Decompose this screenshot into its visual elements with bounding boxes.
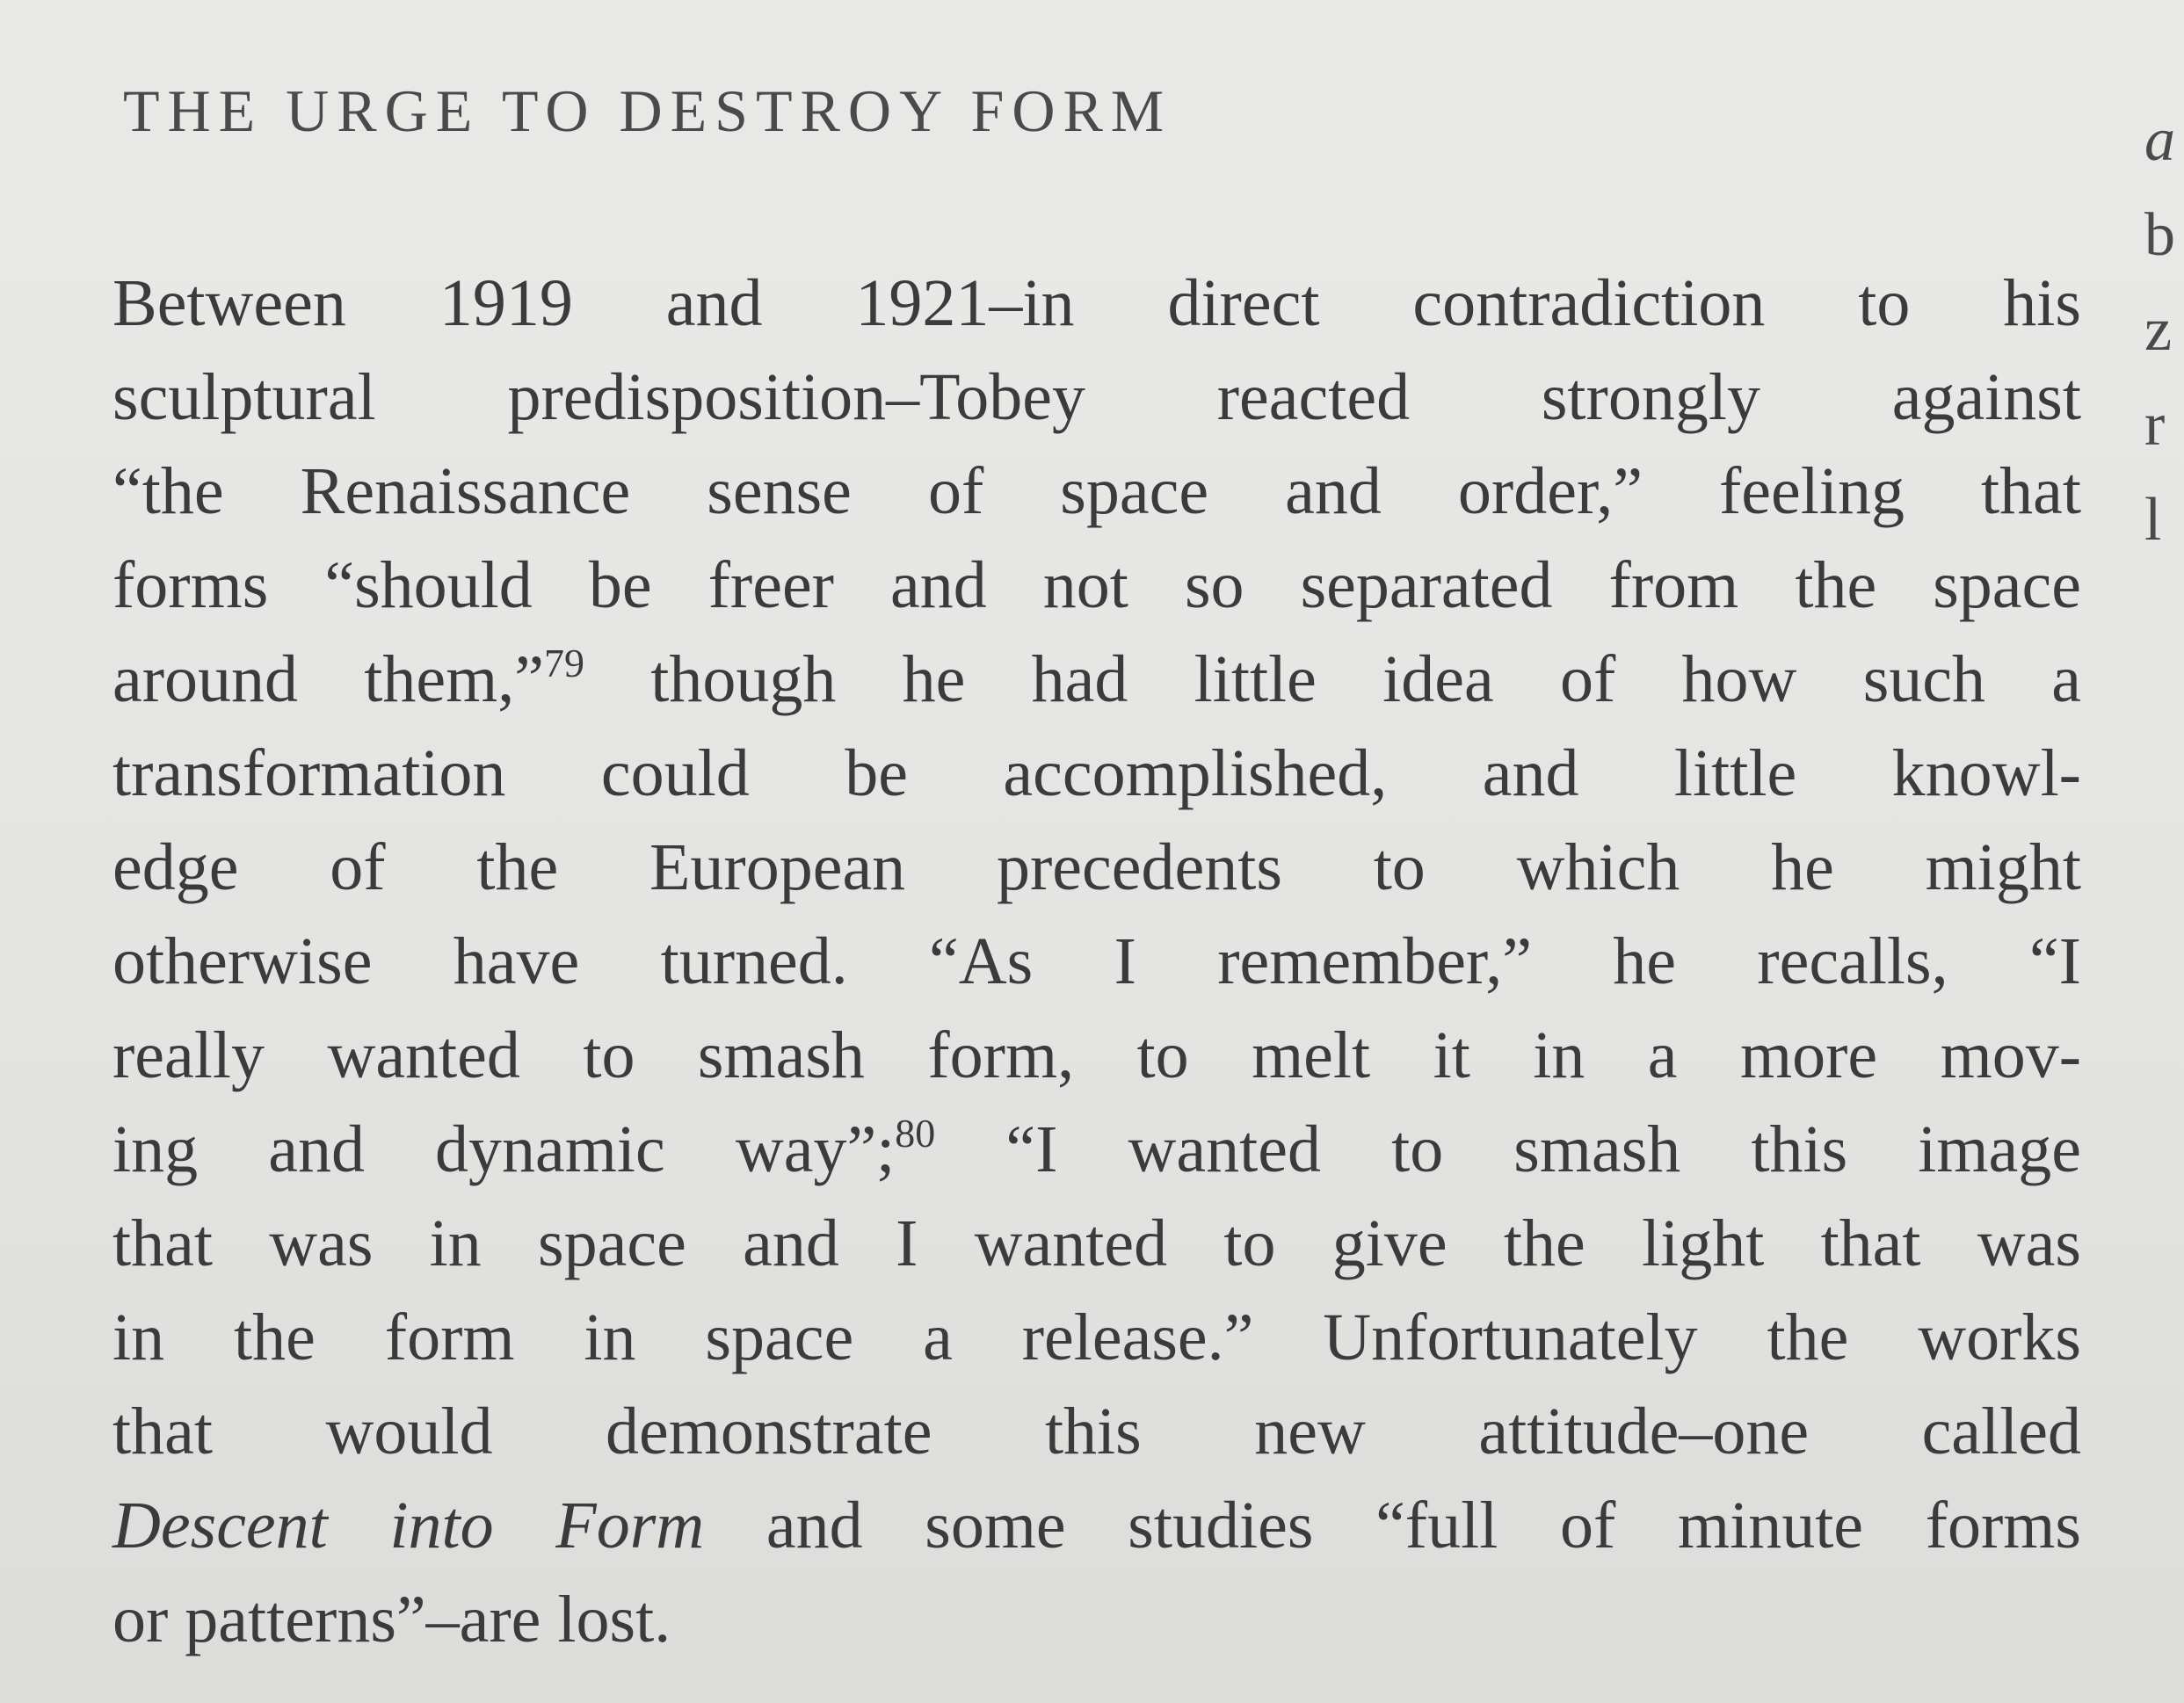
text-line: forms “should be freer and not so separated from the space — [112, 548, 2081, 622]
text-line: otherwise have turned. “As I remember,” he recalls, “I — [112, 924, 2081, 998]
body-paragraph — [112, 257, 2081, 1667]
section-heading: THE URGE TO DESTROY FORM — [123, 77, 1172, 144]
text-line: transformation could be accomplished, and little knowl- — [112, 736, 2081, 810]
text-line: Descent into Form and some studies “full of minute forms — [112, 1489, 2081, 1562]
text-line: ing and dynamic way”;$^{80}$ “I wanted to smash this image — [112, 1111, 2081, 1186]
text-line: around them,”$^{79}$ though he had little idea of how such a — [112, 641, 2081, 716]
margin-fragment: l — [2144, 486, 2162, 554]
text-line: or patterns”–are lost. — [112, 1583, 671, 1656]
text-line: really wanted to smash form, to melt it in a more mov- — [112, 1018, 2081, 1092]
footnote-ref-80: 80 — [895, 1111, 936, 1156]
margin-fragment: a — [2144, 106, 2175, 174]
text-line: that was in space and I wanted to give the light that was — [112, 1207, 2081, 1280]
text-line: that would demonstrate this new attitude–one called — [112, 1395, 2081, 1468]
margin-fragment: b — [2144, 201, 2175, 269]
text-line: Between 1919 and 1921–in direct contradiction to his — [112, 266, 2081, 340]
footnote-ref-79: 79 — [544, 641, 584, 685]
italic-title: Descent into Form — [112, 1489, 705, 1562]
text-line: in the form in space a release.” Unfortunately the works — [112, 1301, 2081, 1374]
text-line: sculptural predisposition–Tobey reacted strongly against — [112, 360, 2081, 434]
margin-fragment: r — [2144, 391, 2166, 459]
text-line: edge of the European precedents to which he might — [112, 830, 2081, 904]
margin-fragment: z — [2144, 296, 2173, 364]
text-line: “the Renaissance sense of space and order,” feeling that — [112, 454, 2081, 528]
